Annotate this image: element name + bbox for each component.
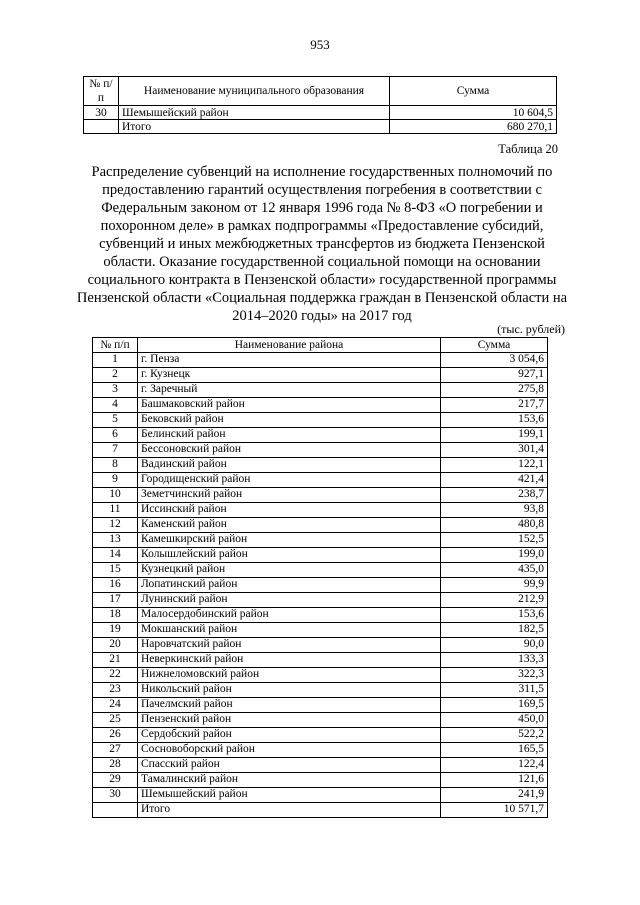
table-row — [93, 563, 548, 578]
table-row — [93, 488, 548, 503]
row-num: 7 — [93, 443, 138, 458]
row-name: Городищенский район — [138, 473, 441, 488]
row-name: Пачелмский район — [138, 698, 441, 713]
table-row — [93, 608, 548, 623]
table-row — [93, 758, 548, 773]
row-sum: 241,9 — [441, 788, 548, 803]
row-num: 13 — [93, 533, 138, 548]
main-table — [92, 337, 548, 818]
table-row — [93, 623, 548, 638]
table-row — [93, 683, 548, 698]
table-row — [93, 473, 548, 488]
header-num: № п/п — [84, 77, 119, 106]
row-sum: 680 270,1 — [390, 120, 557, 134]
header-sum: Сумма — [441, 338, 548, 353]
row-name: Бессоновский район — [138, 443, 441, 458]
row-num: 30 — [93, 788, 138, 803]
header-name: Наименование района — [138, 338, 441, 353]
row-sum: 121,6 — [441, 773, 548, 788]
row-num: 15 — [93, 563, 138, 578]
row-name: Колышлейский район — [138, 548, 441, 563]
row-name: г. Пенза — [138, 353, 441, 368]
table-row — [84, 106, 557, 120]
row-num: 16 — [93, 578, 138, 593]
table-row — [93, 368, 548, 383]
table-row — [93, 773, 548, 788]
row-name: Никольский район — [138, 683, 441, 698]
row-sum: 93,8 — [441, 503, 548, 518]
row-sum: 122,4 — [441, 758, 548, 773]
row-sum: 275,8 — [441, 383, 548, 398]
row-sum: 311,5 — [441, 683, 548, 698]
header-num: № п/п — [93, 338, 138, 353]
table-label: Таблица 20 — [498, 142, 558, 156]
row-name: Тамалинский район — [138, 773, 441, 788]
row-sum: 133,3 — [441, 653, 548, 668]
row-sum: 3 054,6 — [441, 353, 548, 368]
row-name: Бековский район — [138, 413, 441, 428]
main-table-body — [93, 353, 548, 818]
row-name: Мокшанский район — [138, 623, 441, 638]
table-row — [93, 728, 548, 743]
row-num: 19 — [93, 623, 138, 638]
top-table-header — [84, 77, 557, 106]
row-num: 30 — [84, 106, 119, 120]
row-num: 2 — [93, 368, 138, 383]
row-name: Пензенский район — [138, 713, 441, 728]
row-num: 9 — [93, 473, 138, 488]
row-num: 20 — [93, 638, 138, 653]
row-name: Шемышейский район — [138, 788, 441, 803]
row-num: 3 — [93, 383, 138, 398]
row-name: Сердобский район — [138, 728, 441, 743]
row-sum: 153,6 — [441, 608, 548, 623]
row-sum: 322,3 — [441, 668, 548, 683]
table-row — [93, 743, 548, 758]
row-sum: 927,1 — [441, 368, 548, 383]
row-num: 26 — [93, 728, 138, 743]
row-name: Башмаковский район — [138, 398, 441, 413]
header-name: Наименование муниципального образования — [119, 77, 390, 106]
page-number: 953 — [310, 37, 330, 52]
top-table — [83, 76, 557, 134]
table-row — [93, 578, 548, 593]
document-title: Распределение субвенций на исполнение государственных полномочий по предоставлению гарантий осуществления погребения в соответствии с Федеральным законом от 12 января 1996 года № 8-ФЗ «О погребении и похоронном деле» в рамках подпрограммы «Предоставление субсидий, субвенций и иных межбюджетных трансфертов из бюджета Пензенской области. Оказание государственной социальной помощи на основании социального контракта в Пензенской области» государственной программы Пензенской области «Социальная поддержка граждан в Пензенской области на 2014–2020 годы» на 2017 год — [76, 164, 568, 324]
row-name: Итого — [119, 120, 390, 134]
table-row — [93, 713, 548, 728]
row-sum: 165,5 — [441, 743, 548, 758]
row-num: 11 — [93, 503, 138, 518]
table-row — [93, 398, 548, 413]
row-name: г. Кузнецк — [138, 368, 441, 383]
row-sum: 10 571,7 — [441, 803, 548, 818]
row-name: Белинский район — [138, 428, 441, 443]
row-name: Земетчинский район — [138, 488, 441, 503]
row-num — [93, 803, 138, 818]
row-name: Камешкирский район — [138, 533, 441, 548]
row-num: 10 — [93, 488, 138, 503]
table-row — [93, 413, 548, 428]
header-sum: Сумма — [390, 77, 557, 106]
row-sum: 169,5 — [441, 698, 548, 713]
table-row — [93, 443, 548, 458]
row-num — [84, 120, 119, 134]
row-num: 4 — [93, 398, 138, 413]
table-row — [93, 428, 548, 443]
row-num: 14 — [93, 548, 138, 563]
row-num: 22 — [93, 668, 138, 683]
row-sum: 301,4 — [441, 443, 548, 458]
row-num: 24 — [93, 698, 138, 713]
row-sum: 199,0 — [441, 548, 548, 563]
row-name: Иссинский район — [138, 503, 441, 518]
row-num: 18 — [93, 608, 138, 623]
row-sum: 152,5 — [441, 533, 548, 548]
row-sum: 435,0 — [441, 563, 548, 578]
row-name: Наровчатский район — [138, 638, 441, 653]
table-row — [93, 548, 548, 563]
row-num: 28 — [93, 758, 138, 773]
table-row — [93, 518, 548, 533]
table-row — [93, 593, 548, 608]
table-row — [93, 638, 548, 653]
row-sum: 217,7 — [441, 398, 548, 413]
row-sum: 480,8 — [441, 518, 548, 533]
table-row — [93, 533, 548, 548]
table-row-total — [84, 120, 557, 134]
row-name: Итого — [138, 803, 441, 818]
row-name: Нижнеломовский район — [138, 668, 441, 683]
row-sum: 122,1 — [441, 458, 548, 473]
row-num: 12 — [93, 518, 138, 533]
row-num: 5 — [93, 413, 138, 428]
row-num: 23 — [93, 683, 138, 698]
row-sum: 199,1 — [441, 428, 548, 443]
row-sum: 421,4 — [441, 473, 548, 488]
row-sum: 153,6 — [441, 413, 548, 428]
row-sum: 182,5 — [441, 623, 548, 638]
row-num: 1 — [93, 353, 138, 368]
table-row — [93, 383, 548, 398]
row-name: г. Заречный — [138, 383, 441, 398]
row-name: Кузнецкий район — [138, 563, 441, 578]
row-sum: 212,9 — [441, 593, 548, 608]
row-sum: 522,2 — [441, 728, 548, 743]
row-num: 25 — [93, 713, 138, 728]
main-table-header — [93, 338, 548, 353]
row-sum: 10 604,5 — [390, 106, 557, 120]
row-name: Вадинский район — [138, 458, 441, 473]
row-sum: 450,0 — [441, 713, 548, 728]
row-name: Спасский район — [138, 758, 441, 773]
row-name: Малосердобинский район — [138, 608, 441, 623]
table-row-total — [93, 803, 548, 818]
row-num: 29 — [93, 773, 138, 788]
row-name: Шемышейский район — [119, 106, 390, 120]
table-row — [93, 503, 548, 518]
row-num: 17 — [93, 593, 138, 608]
row-num: 8 — [93, 458, 138, 473]
row-name: Лопатинский район — [138, 578, 441, 593]
row-num: 27 — [93, 743, 138, 758]
row-name: Сосновоборский район — [138, 743, 441, 758]
row-name: Лунинский район — [138, 593, 441, 608]
row-sum: 90,0 — [441, 638, 548, 653]
units-label: (тыс. рублей) — [497, 322, 565, 336]
table-row — [93, 653, 548, 668]
row-sum: 99,9 — [441, 578, 548, 593]
table-row — [93, 788, 548, 803]
table-row — [93, 668, 548, 683]
row-num: 6 — [93, 428, 138, 443]
row-sum: 238,7 — [441, 488, 548, 503]
table-row — [93, 353, 548, 368]
row-name: Каменский район — [138, 518, 441, 533]
row-num: 21 — [93, 653, 138, 668]
row-name: Неверкинский район — [138, 653, 441, 668]
table-row — [93, 698, 548, 713]
table-row — [93, 458, 548, 473]
